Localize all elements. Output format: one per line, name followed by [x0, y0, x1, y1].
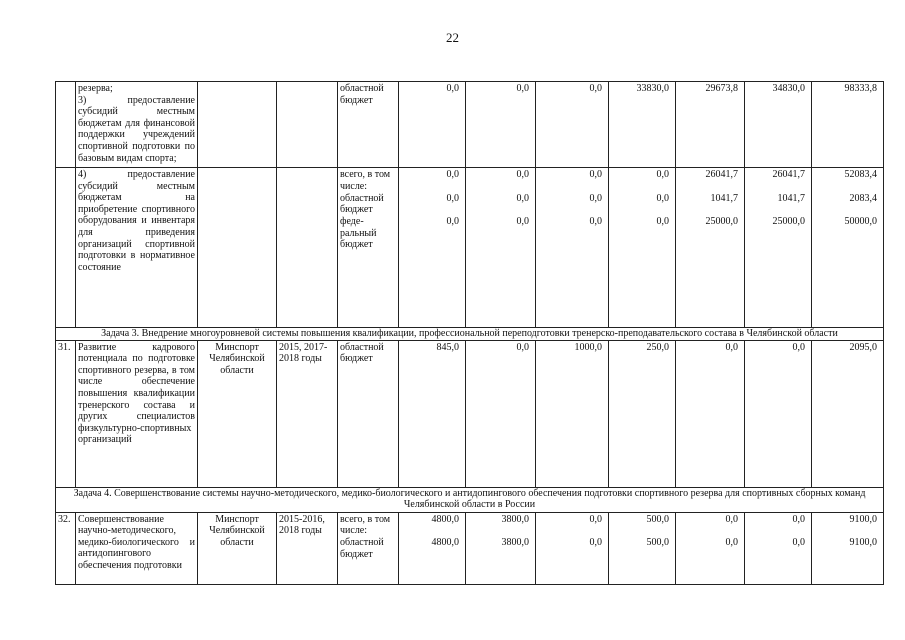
measure-description: Совершенствование научно-методического, медико-биологического и антидопингового обеспечения подготовки — [76, 512, 198, 584]
measure-description: резерва; 3) предоставление субсидий местным бюджетам для финансовой поддержки учреждений спортивной подготовки по базовым видам спорта; — [76, 82, 198, 168]
program-table — [55, 81, 884, 585]
table-row: 32. Совершенствование научно-методического, медико-биологического и антидопингового обеспечения подготовки Минспорт Челябинской области 2015-2016, 2018 годы всего, в том числе: областной бюджет 4800,0 4800,0 3800,0 3800,0 0,0 0,0 500,0 500,0 0,0 0,0 0,0 0,0 9100,0 9100,0 — [56, 512, 884, 584]
funding-source: областной бюджет — [338, 82, 399, 168]
period: 2015-2016, 2018 годы — [277, 512, 338, 584]
table-row: 31. Развитие кадрового потенциала по подготовке спортивного резерва, в том числе обеспечение повышения квалификации тренерского состава и других специалистов физкультурно-спортивных организаций Минспорт Челябинской области 2015, 2017-2018 годы областной бюджет 845,0 0,0 1000,0 250,0 0,0 0,0 2095,0 — [56, 340, 884, 487]
task-3-heading: Задача 3. Внедрение многоуровневой системы повышения квалификации, профессиональной переподготовки тренерско-преподавательского состава в Челябинской области — [56, 328, 884, 341]
row-number: 32. — [56, 512, 76, 584]
table-row: 4) предоставление субсидий местным бюджетам на приобретение спортивного оборудования и инвентаря для приведения организаций спортивной подготовки в нормативное состояние всего, в том числе: областной бюджет феде-ральный бюджет 0,0 0,0 0,0 0,0 0,0 0,0 0,0 0,0 0,0 0,0 0,0 0,0 26041,7 1041,7 25000,0 26041,7 1041,7 25000,0 52083,4 2083,4 50000,0 — [56, 168, 884, 328]
executor: Минспорт Челябинской области — [198, 512, 277, 584]
task-4-heading: Задача 4. Совершенствование системы научно-методического, медико-биологического и антидопингового обеспечения подготовки спортивного резерва для спортивных сборных команд Челябинской области в России — [56, 487, 884, 512]
page-number: 22 — [446, 30, 459, 45]
funding-source: областной бюджет — [338, 340, 399, 487]
task-heading-row — [56, 328, 884, 341]
funding-source: всего, в том числе: областной бюджет — [338, 512, 399, 584]
measure-description: 4) предоставление субсидий местным бюджетам на приобретение спортивного оборудования и инвентаря для приведения организаций спортивной подготовки в нормативное состояние — [76, 168, 198, 328]
table-row: резерва; 3) предоставление субсидий местным бюджетам для финансовой поддержки учреждений спортивной подготовки по базовым видам спорта; областной бюджет 0,0 0,0 0,0 33830,0 29673,8 34830,0 98333,8 — [56, 82, 884, 168]
row-number: 31. — [56, 340, 76, 487]
task-heading-row — [56, 487, 884, 512]
period: 2015, 2017-2018 годы — [277, 340, 338, 487]
funding-source: всего, в том числе: областной бюджет феде-ральный бюджет — [338, 168, 399, 328]
executor: Минспорт Челябинской области — [198, 340, 277, 487]
measure-description: Развитие кадрового потенциала по подготовке спортивного резерва, в том числе обеспечение повышения квалификации тренерского состава и других специалистов физкультурно-спортивных организаций — [76, 340, 198, 487]
